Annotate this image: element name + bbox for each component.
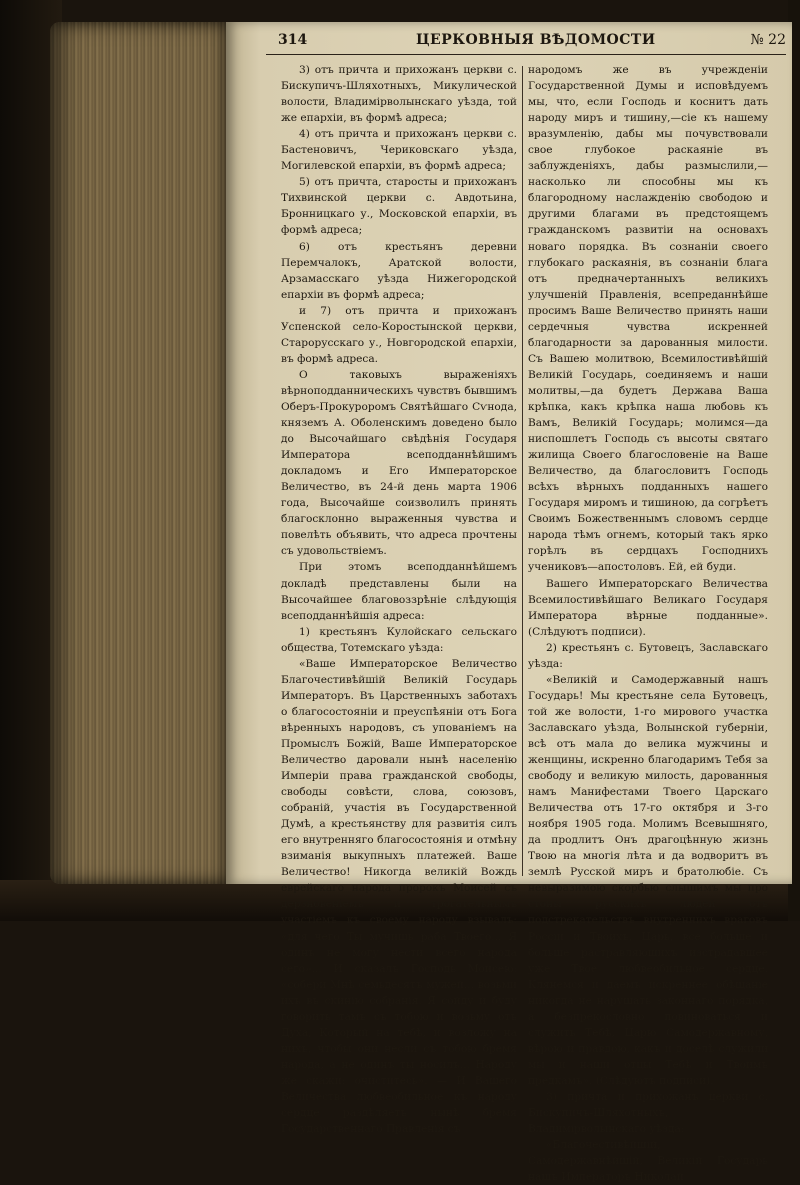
paragraph: 5) отъ причта, старосты и прихожанъ Тихвинской церкви с. Авдотьина, Бронницкаго у., Московской епархіи, въ формѣ адреса; <box>281 176 517 237</box>
page-header <box>266 32 786 55</box>
paragraph: «Ваше Императорское Величество Благочестивѣйшій Великій Государь Императоръ. Въ Царственныхъ заботахъ о благосостояніи и преуспѣяніи отъ Бога вѣренныхъ народовъ, съ упованіемъ на Промыслъ Божій, Ваше Императорское Величество даровали нынѣ населенію Имперіи права гражданской свободы, свободы совѣсти, слова, союзовъ, собраній, участія въ Государственной Думѣ, а крестьянству для развитія силъ его внутренняго благосостоянія и отмѣну взиманія выкупныхъ платежей. Ваше Величество! Никогда великій Вождь еврейскаго народа пророкъ Моисей съ дерзновеніемъ и трогательнымъ участіемъ къ своему народу взывалъ: «для чего Ты мучишь раба Твоего... Я одинъ не могу нести всего народа сего»... И сказалъ Господь Моисею: «собери Мнѣ семьдесятъ мужей... возьми ихъ въ скинію собранія. Я сойду и буду говорить тамъ съ тобою и возьму отъ Духа, Который на тебѣ, и возложу на нихъ, чтобы они несли съ тобою бремя народа, а не одинъ ты носилъ... Народу же скажи: очиститесь». — И Вашего Величества любвеобильное къ народу сердце раздѣляетъ нынѣ бремя Государственнаго Правленія съ <box>281 657 517 1136</box>
paragraph: народомъ же въ учрежденіи Государственной Думы и исповѣдуемъ мы, что, если Господь и коснитъ дать народу миръ и тишину,—сіе къ нашему вразумленію, дабы мы почувствовали свое глубокое раскаяніе въ заблужденіяхъ, дабы размыслили,—насколько ли способны мы къ благородному наслажденію свободою и другими благами въ предстоящемъ гражданскомъ развитіи на основахъ новаго порядка. Въ сознаніи своего глубокаго раскаянія, въ сознаніи блага отъ предначертанныхъ великихъ улучшеній Правленія, всепреданнѣйше просимъ Ваше Величество принять наши сердечныя чувства искренней благодарности за дарованныя милости. Съ Вашею молитвою, Всемилостивѣйшій Великій Государь, соединяемъ и наши молитвы,—да будетъ Держава Ваша крѣпка, какъ крѣпка наша любовь къ Вамъ, Великій Государь; молимся—да ниспошлетъ Господь съ высоты святаго жилища Своего благословеніе на Ваше Величество, да благословитъ Господь всѣхъ вѣрныхъ подданныхъ нашего Государя миромъ и тишиною, да согрѣетъ Своимъ Божественнымъ словомъ сердце народа тѣмъ огнемъ, который такъ ярко горѣлъ въ сердцахъ Господнихъ учениковъ—апостоловъ. Ей, ей буди. <box>528 64 768 574</box>
left-text-column <box>281 62 517 1137</box>
paragraph: 3) причта и прихожанъ церкви с. Бискупичъ-Шляхотныхъ, Владимірволынскаго уѣзда: <box>528 1091 768 1136</box>
paragraph: При этомъ всеподданнѣйшемъ докладѣ представлены были на Высочайшее благовоззрѣніе слѣдующія всеподданнѣйшія адреса: <box>281 561 517 622</box>
book-page <box>226 22 792 1184</box>
paragraph: 2) крестьянъ с. Бутовецъ, Заславскаго уѣзда: <box>528 641 768 670</box>
paragraph: О таковыхъ выраженіяхъ вѣрноподданническихъ чувствъ бывшимъ Оберъ-Прокуроромъ Святѣйшаго Сѵнода, княземъ А. Оболенскимъ доведено было до Высочайшаго свѣдѣнія Государя Императора всеподданнѣйшимъ докладомъ и Его Императорское Величество, въ 24-й день марта 1906 года, Высочайше соизволилъ принять благосклонно выраженныя чувства и повелѣть объявить, что адреса прочтены съ удовольствіемъ. <box>281 368 517 558</box>
issue-number: № 22 <box>750 32 786 48</box>
column-divider <box>522 66 523 876</box>
page-number: 314 <box>278 32 308 48</box>
paragraph: 3) отъ причта и прихожанъ церкви с. Бискупичъ-Шляхотныхъ, Микулической волости, Владимірволынскаго уѣзда, той же епархіи, въ формѣ адреса; <box>281 64 517 125</box>
paragraph: 6) отъ крестьянъ деревни Перемчалокъ, Аратской волости, Арзамасскаго уѣзда Нижегородской епархіи въ формѣ адреса; <box>281 240 517 301</box>
running-title: ЦЕРКОВНЫЯ ВѢДОМОСТИ <box>416 32 656 48</box>
paragraph: Вашего Императорскаго Величества Всемилостивѣйшаго Великаго Государя Императора вѣрные подданные». (Слѣдуютъ подписи). <box>528 577 768 638</box>
paragraph: «Благочестивѣйшій, Самодержавнѣйшій, Великій Государь нашъ Императоръ Николай <box>528 1139 768 1184</box>
paragraph: и 7) отъ причта и прихожанъ Успенской село-Коростынской церкви, Старорусскаго у., Новгородской епархіи, въ формѣ адреса. <box>281 304 517 365</box>
paragraph: 1) крестьянъ Кулойскаго сельскаго общества, Тотемскаго уѣзда: <box>281 625 517 654</box>
paragraph: «Великій и Самодержавный нашъ Государь! Мы крестьяне села Бутовецъ, той же волости, 1-го мирового участка Заславскаго уѣзда, Волынской губерніи, всѣ отъ мала до велика мужчины и женщины, искренно благодаримъ Тебя за свободу и великую милость, дарованныя намъ Манифестами Твоего Царскаго Величества отъ 17-го октября и 3-го ноября 1905 года. Молимъ Всевышняго, да продлитъ Онъ драгоцѣнную жизнь Твою на многія лѣта и да водворитъ въ землѣ Русской миръ и братолюбіе. Съ невыразимою скорбью слышимъ мы про стоны русскихъ людей отъ подстрекательствъ внутреннихъ враговъ Россіи и Твоихъ, Царь, все больше и больше растравляющихъ изстрадавшее уже Твое любвеобильное сердце. Клянемся и даемъ искреннее обѣщаніе никогда не нарушать законнаго порядка, а безпрекословно повиноваться и служить Тебѣ, Царю Самодержавному, вѣрою и правдою, какъ и доселѣ служили мы и наши отцы Тебѣ и Твоимъ предкамъ». (Слѣдуютъ подписи). <box>528 673 768 1087</box>
book-page-edges <box>50 22 228 884</box>
paragraph: 4) отъ причта и прихожанъ церкви с. Бастеновичъ, Чериковскаго уѣзда, Могилевской епархіи, въ формѣ адреса; <box>281 128 517 173</box>
right-text-column <box>528 62 768 1185</box>
